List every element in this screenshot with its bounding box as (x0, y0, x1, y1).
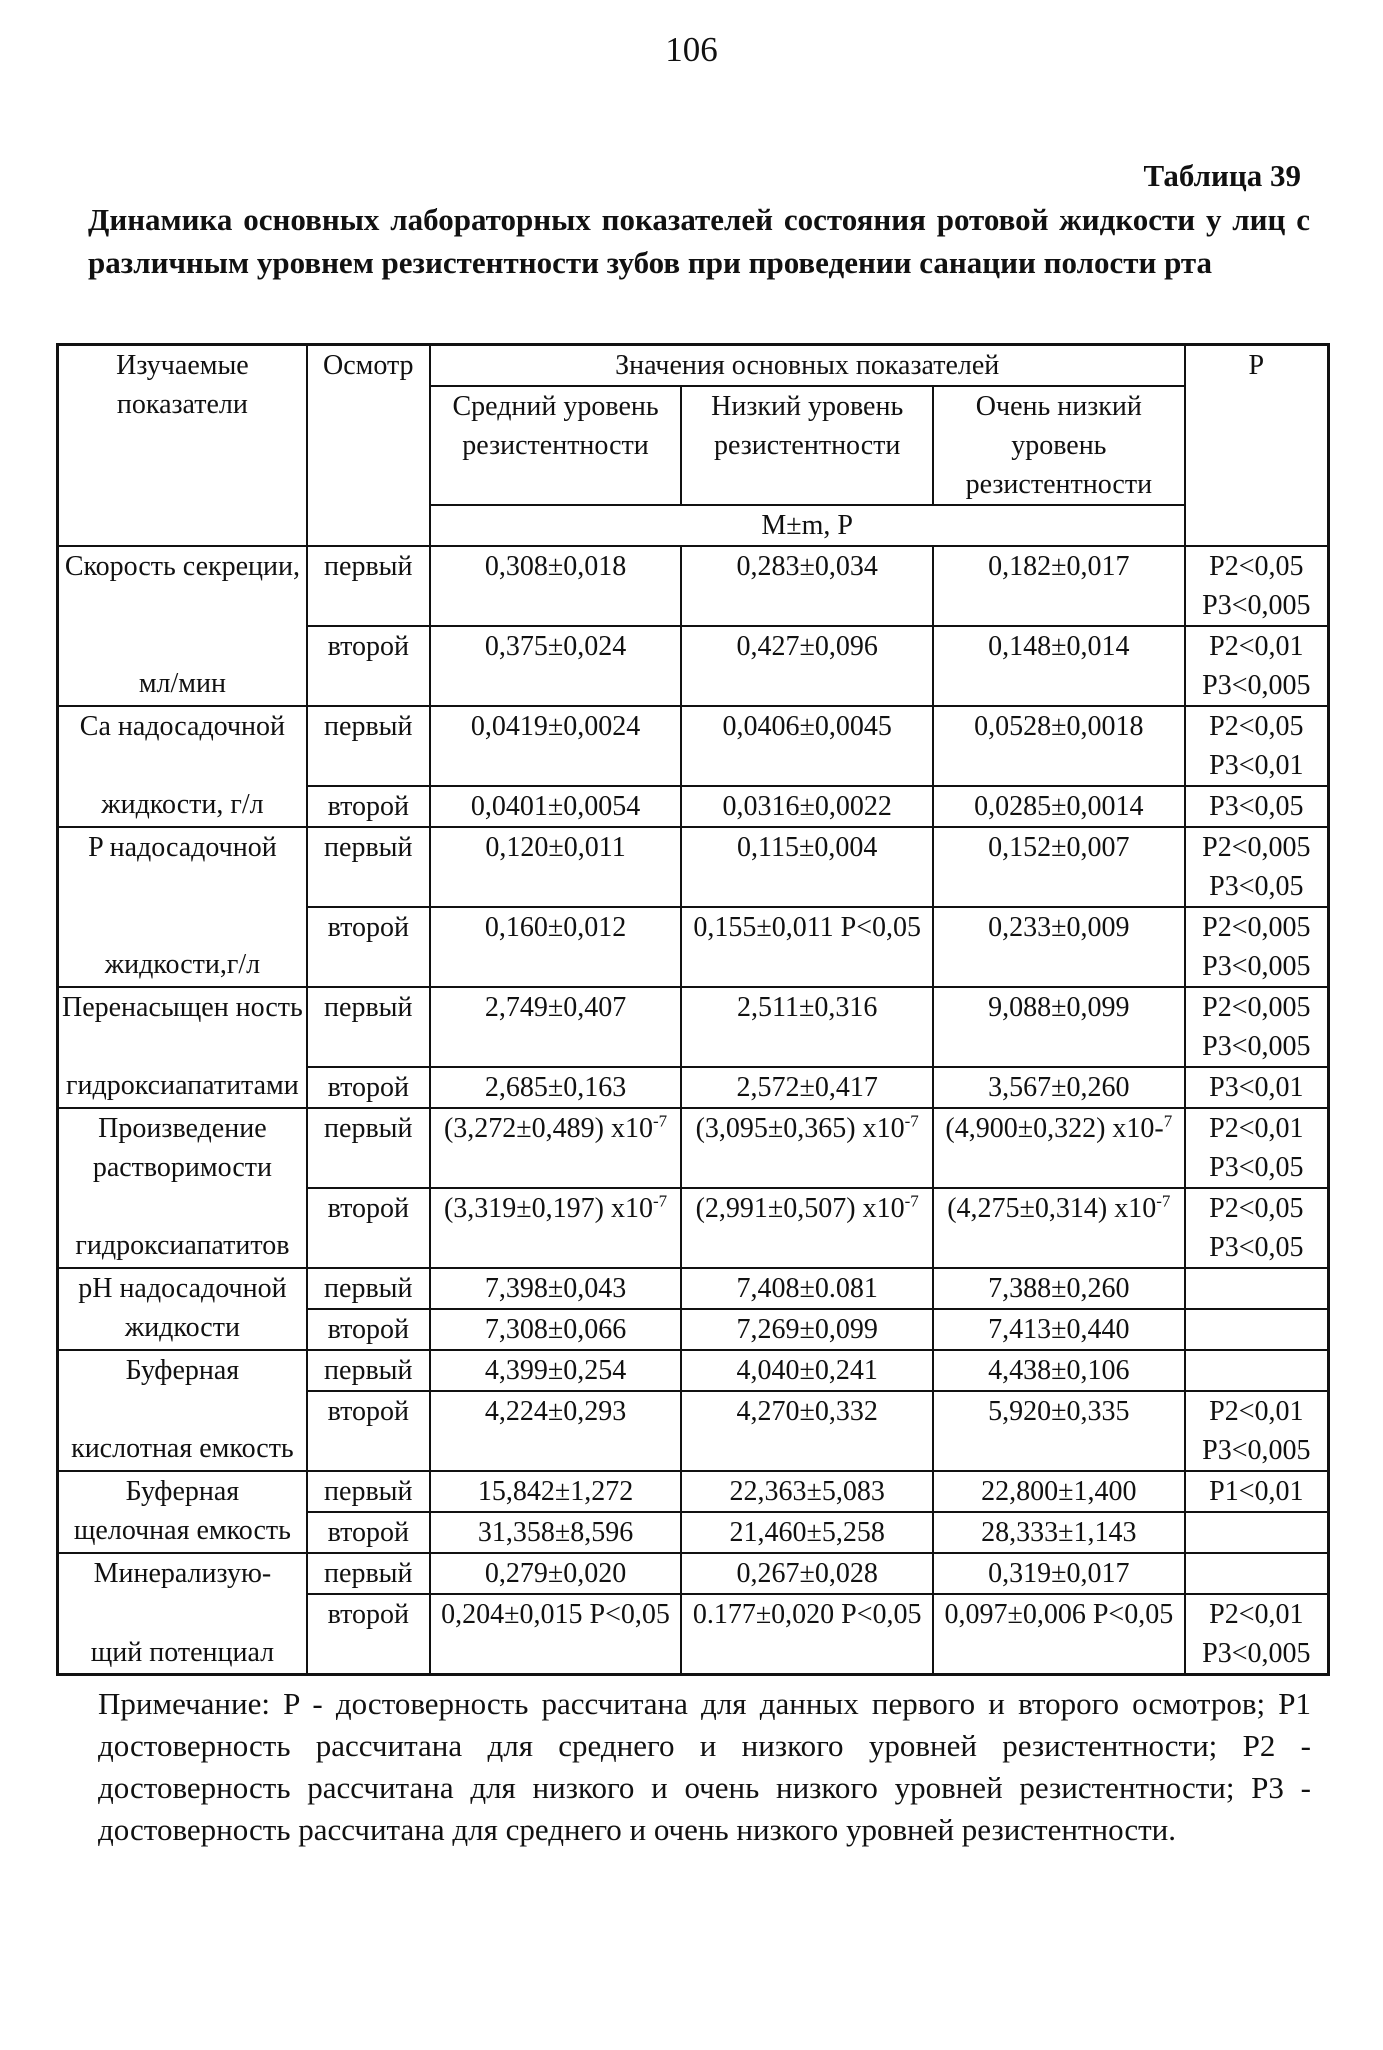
low-cell-text: 4,270±0,332 (736, 1396, 878, 1427)
indicator-name-line: P надосадочной (88, 832, 277, 863)
p-cell (1185, 1350, 1329, 1391)
p-cell: P2<0,01 P3<0,005 (1185, 1391, 1329, 1471)
indicator-name (58, 1350, 307, 1471)
indicator-name-wrap (59, 1109, 306, 1265)
indicator-name-wrap (59, 1269, 306, 1347)
very-low-cell-text: 5,920±0,335 (988, 1396, 1130, 1427)
low-cell-text: 7,408±0.081 (736, 1273, 878, 1304)
very-low-cell-text: (4,900±0,322) x10- (945, 1113, 1164, 1144)
low-cell (681, 1391, 933, 1471)
medium-cell (430, 1108, 682, 1188)
header-indicator: Изучаемые показатели (58, 345, 307, 547)
very-low-cell (933, 827, 1185, 907)
low-cell (681, 827, 933, 907)
exam-cell: второй (307, 1391, 430, 1471)
low-cell-text: (3,095±0,365) x10 (695, 1113, 905, 1144)
medium-cell-text: 31,358±8,596 (477, 1517, 634, 1548)
p-cell (1185, 1309, 1329, 1350)
very-low-cell (933, 1512, 1185, 1553)
table-row (58, 706, 1329, 786)
low-cell-exponent: -7 (904, 1191, 919, 1211)
exam-cell: второй (307, 1067, 430, 1108)
exam-cell: второй (307, 1188, 430, 1268)
indicator-name-wrap (59, 1554, 306, 1672)
very-low-cell (933, 1391, 1185, 1471)
table-row (58, 987, 1329, 1067)
exam-cell: второй (307, 1594, 430, 1675)
indicator-name-line: щелочная емкость (73, 1515, 291, 1546)
indicator-name-line: Произведение растворимости (92, 1113, 272, 1183)
low-cell-text: 0.177±0,020 P<0,05 (692, 1599, 922, 1630)
low-cell (681, 1594, 933, 1675)
indicator-name-line: Буферная (125, 1355, 240, 1386)
indicator-name-line: гидроксиапатитов (75, 1230, 290, 1261)
very-low-cell (933, 786, 1185, 827)
p-cell: P2<0,01 P3<0,005 (1185, 1594, 1329, 1675)
medium-cell (430, 1309, 682, 1350)
medium-cell (430, 1268, 682, 1309)
indicator-name-line: pH надосадочной (78, 1273, 287, 1304)
page-number: 106 (665, 30, 718, 69)
table-row (58, 1471, 1329, 1512)
very-low-cell-text: 0,233±0,009 (988, 912, 1130, 943)
table-row (58, 1268, 1329, 1309)
medium-cell (430, 1188, 682, 1268)
low-cell (681, 1350, 933, 1391)
medium-cell-text: 0,0419±0,0024 (470, 711, 641, 742)
very-low-cell (933, 1268, 1185, 1309)
low-cell-text: 0,155±0,011 P<0,05 (693, 912, 922, 943)
header-medium: Средний уровень резистентности (430, 386, 682, 505)
low-cell (681, 1309, 933, 1350)
medium-cell (430, 626, 682, 706)
very-low-cell-exponent: -7 (1156, 1191, 1171, 1211)
indicator-name-wrap (59, 828, 306, 984)
low-cell-text: 2,572±0,417 (736, 1072, 878, 1103)
very-low-cell (933, 1350, 1185, 1391)
very-low-cell-text: 0,0285±0,0014 (974, 791, 1144, 822)
very-low-cell-text: 7,413±0,440 (988, 1314, 1130, 1345)
exam-cell: второй (307, 1512, 430, 1553)
medium-cell-text: 0,204±0,015 P<0,05 (441, 1599, 670, 1630)
medium-cell (430, 1594, 682, 1675)
indicator-name (58, 546, 307, 706)
low-cell (681, 626, 933, 706)
indicator-name (58, 1268, 307, 1350)
very-low-cell (933, 1188, 1185, 1268)
p-cell: P2<0,05 P3<0,005 (1185, 546, 1329, 626)
very-low-cell-text: 0,0528±0,0018 (974, 711, 1144, 742)
table-note: Примечание: P - достоверность рассчитана для данных первого и второго осмотров; P1 достоверность рассчитана для среднего и низкого уровней резистентности; P2 - достоверность рассчитана для низкого и очень низкого уровней резистентности; P3 - достоверность рассчитана для среднего и очень низкого уровней резистентности. (98, 1686, 1311, 1847)
p-cell: P2<0,005 P3<0,05 (1185, 827, 1329, 907)
exam-cell: второй (307, 907, 430, 987)
medium-cell-text: 2,685±0,163 (484, 1072, 627, 1103)
medium-cell-text: (3,272±0,489) x10 (443, 1113, 653, 1144)
p-cell (1185, 1512, 1329, 1553)
low-cell (681, 1067, 933, 1108)
p-cell: P2<0,05 P3<0,05 (1185, 1188, 1329, 1268)
indicator-name-wrap (59, 707, 306, 824)
exam-cell: второй (307, 786, 430, 827)
very-low-cell (933, 907, 1185, 987)
medium-cell-text: 4,399±0,254 (484, 1355, 627, 1386)
very-low-cell-text: (4,275±0,314) x10 (947, 1193, 1157, 1224)
medium-cell-text: (3,319±0,197) x10 (443, 1193, 653, 1224)
very-low-cell (933, 987, 1185, 1067)
very-low-cell (933, 1108, 1185, 1188)
indicator-name-wrap (59, 1351, 306, 1468)
indicator-name-line: гидроксиапатитами (66, 1070, 299, 1101)
exam-cell: первый (307, 1471, 430, 1512)
p-cell: P3<0,05 (1185, 786, 1329, 827)
low-cell-text: 4,040±0,241 (736, 1355, 878, 1386)
indicator-name (58, 1108, 307, 1268)
very-low-cell-text: 4,438±0,106 (988, 1355, 1130, 1386)
header-very-low: Очень низкий уровень резистентности (933, 386, 1185, 505)
indicator-name-line: жидкости, г/л (101, 789, 264, 820)
low-cell (681, 546, 933, 626)
exam-cell: первый (307, 987, 430, 1067)
medium-cell-text: 15,842±1,272 (477, 1476, 634, 1507)
medium-cell (430, 786, 682, 827)
indicator-name-wrap (59, 988, 306, 1105)
very-low-cell (933, 1553, 1185, 1594)
very-low-cell-text: 22,800±1,400 (981, 1476, 1137, 1507)
table-row (58, 1108, 1329, 1188)
very-low-cell (933, 546, 1185, 626)
header-low: Низкий уровень резистентности (681, 386, 933, 505)
indicator-name (58, 987, 307, 1108)
p-cell: P2<0,05 P3<0,01 (1185, 706, 1329, 786)
medium-cell-text: 7,308±0,066 (484, 1314, 627, 1345)
medium-cell-exponent: -7 (652, 1111, 668, 1131)
p-cell (1185, 1553, 1329, 1594)
medium-cell-text: 0,0401±0,0054 (470, 791, 641, 822)
low-cell (681, 706, 933, 786)
header-p: P (1185, 345, 1329, 547)
medium-cell-text: 0,120±0,011 (485, 832, 626, 863)
low-cell-text: 7,269±0,099 (736, 1314, 878, 1345)
low-cell-text: 22,363±5,083 (729, 1476, 885, 1507)
low-cell-text: 21,460±5,258 (729, 1517, 885, 1548)
p-cell: P3<0,01 (1185, 1067, 1329, 1108)
table-title: Динамика основных лабораторных показателей состояния ротовой жидкости у лиц с различным уровнем резистентности зубов при проведении санации полости рта (88, 202, 1310, 280)
exam-cell: первый (307, 1350, 430, 1391)
low-cell (681, 1108, 933, 1188)
exam-cell: первый (307, 1268, 430, 1309)
very-low-cell-exponent: 7 (1163, 1111, 1173, 1131)
medium-cell (430, 987, 682, 1067)
very-low-cell-text: 28,333±1,143 (981, 1517, 1137, 1548)
indicator-name-line: Минерализую- (93, 1558, 272, 1589)
very-low-cell (933, 1067, 1185, 1108)
medium-cell-text: 0,279±0,020 (484, 1558, 627, 1589)
very-low-cell-text: 0,148±0,014 (988, 631, 1130, 662)
medium-cell (430, 706, 682, 786)
medium-cell-text: 0,375±0,024 (484, 631, 627, 662)
medium-cell-text: 2,749±0,407 (484, 992, 627, 1023)
low-cell-text: 0,427±0,096 (736, 631, 878, 662)
p-cell: P2<0,005 P3<0,005 (1185, 987, 1329, 1067)
table-row (58, 546, 1329, 626)
medium-cell-text: 0,308±0,018 (484, 551, 627, 582)
very-low-cell-text: 7,388±0,260 (988, 1273, 1130, 1304)
table-row (58, 1350, 1329, 1391)
very-low-cell (933, 1471, 1185, 1512)
indicator-name (58, 1553, 307, 1675)
exam-cell: первый (307, 827, 430, 907)
medium-cell-text: 0,160±0,012 (484, 912, 627, 943)
indicator-name-line: жидкости,г/л (104, 949, 261, 980)
low-cell (681, 907, 933, 987)
p-cell (1185, 1268, 1329, 1309)
very-low-cell (933, 1594, 1185, 1675)
exam-cell: первый (307, 1108, 430, 1188)
indicator-name-line: щий потенциал (90, 1636, 275, 1668)
low-cell (681, 1188, 933, 1268)
p-cell: P2<0,01 P3<0,005 (1185, 626, 1329, 706)
very-low-cell (933, 1309, 1185, 1350)
medium-cell (430, 1471, 682, 1512)
indicator-name-line: мл/мин (138, 668, 226, 699)
indicator-name (58, 1471, 307, 1553)
indicator-name (58, 827, 307, 987)
very-low-cell-text: 3,567±0,260 (988, 1072, 1130, 1103)
low-cell (681, 1553, 933, 1594)
low-cell-text: 0,115±0,004 (737, 832, 878, 863)
exam-cell: первый (307, 706, 430, 786)
low-cell (681, 1268, 933, 1309)
low-cell (681, 1512, 933, 1553)
table-row (58, 1553, 1329, 1594)
medium-cell-text: 4,224±0,293 (484, 1396, 627, 1427)
low-cell-text: 2,511±0,316 (737, 992, 878, 1023)
table-row (58, 827, 1329, 907)
very-low-cell-text: 9,088±0,099 (988, 992, 1130, 1023)
p-cell: P1<0,01 (1185, 1471, 1329, 1512)
indicator-name-line: жидкости (124, 1312, 240, 1343)
medium-cell (430, 1391, 682, 1471)
indicator-name-wrap (59, 1472, 306, 1550)
low-cell-text: 0,283±0,034 (736, 551, 878, 582)
low-cell (681, 987, 933, 1067)
header-row (58, 345, 1329, 387)
medium-cell (430, 907, 682, 987)
low-cell (681, 1471, 933, 1512)
indicator-name-line: Ca надосадочной (79, 711, 286, 742)
p-cell: P2<0,005 P3<0,005 (1185, 907, 1329, 987)
medium-cell (430, 546, 682, 626)
header-values-group: Значения основных показателей (430, 345, 1185, 387)
low-cell-text: 0,0406±0,0045 (722, 711, 892, 742)
table-label: Таблица 39 (1143, 158, 1301, 193)
very-low-cell (933, 626, 1185, 706)
low-cell-text: 0,0316±0,0022 (722, 791, 892, 822)
very-low-cell-text: 0,182±0,017 (988, 551, 1130, 582)
results-table (56, 343, 1330, 1676)
medium-cell (430, 1350, 682, 1391)
indicator-name-wrap (59, 547, 306, 703)
medium-cell (430, 827, 682, 907)
low-cell (681, 786, 933, 827)
very-low-cell (933, 706, 1185, 786)
very-low-cell-text: 0,319±0,017 (988, 1558, 1130, 1589)
medium-cell-exponent: -7 (652, 1191, 668, 1211)
indicator-name (58, 706, 307, 827)
medium-cell (430, 1553, 682, 1594)
low-cell-exponent: -7 (904, 1111, 919, 1131)
header-exam: Осмотр (307, 345, 430, 547)
indicator-name-line: кислотная емкость (71, 1433, 294, 1464)
very-low-cell-text: 0,152±0,007 (988, 832, 1130, 863)
medium-cell (430, 1512, 682, 1553)
low-cell-text: (2,991±0,507) x10 (695, 1193, 905, 1224)
exam-cell: второй (307, 626, 430, 706)
exam-cell: первый (307, 546, 430, 626)
indicator-name-line: Перенасыщен ность (61, 992, 303, 1023)
indicator-name-line: Буферная (125, 1476, 240, 1507)
header-stat: M±m, P (430, 505, 1185, 546)
very-low-cell-text: 0,097±0,006 P<0,05 (944, 1599, 1174, 1630)
medium-cell-text: 7,398±0,043 (484, 1273, 627, 1304)
medium-cell (430, 1067, 682, 1108)
exam-cell: второй (307, 1309, 430, 1350)
low-cell-text: 0,267±0,028 (736, 1558, 878, 1589)
indicator-name-line: Скорость секреции, (64, 551, 300, 582)
p-cell: P2<0,01 P3<0,05 (1185, 1108, 1329, 1188)
exam-cell: первый (307, 1553, 430, 1594)
